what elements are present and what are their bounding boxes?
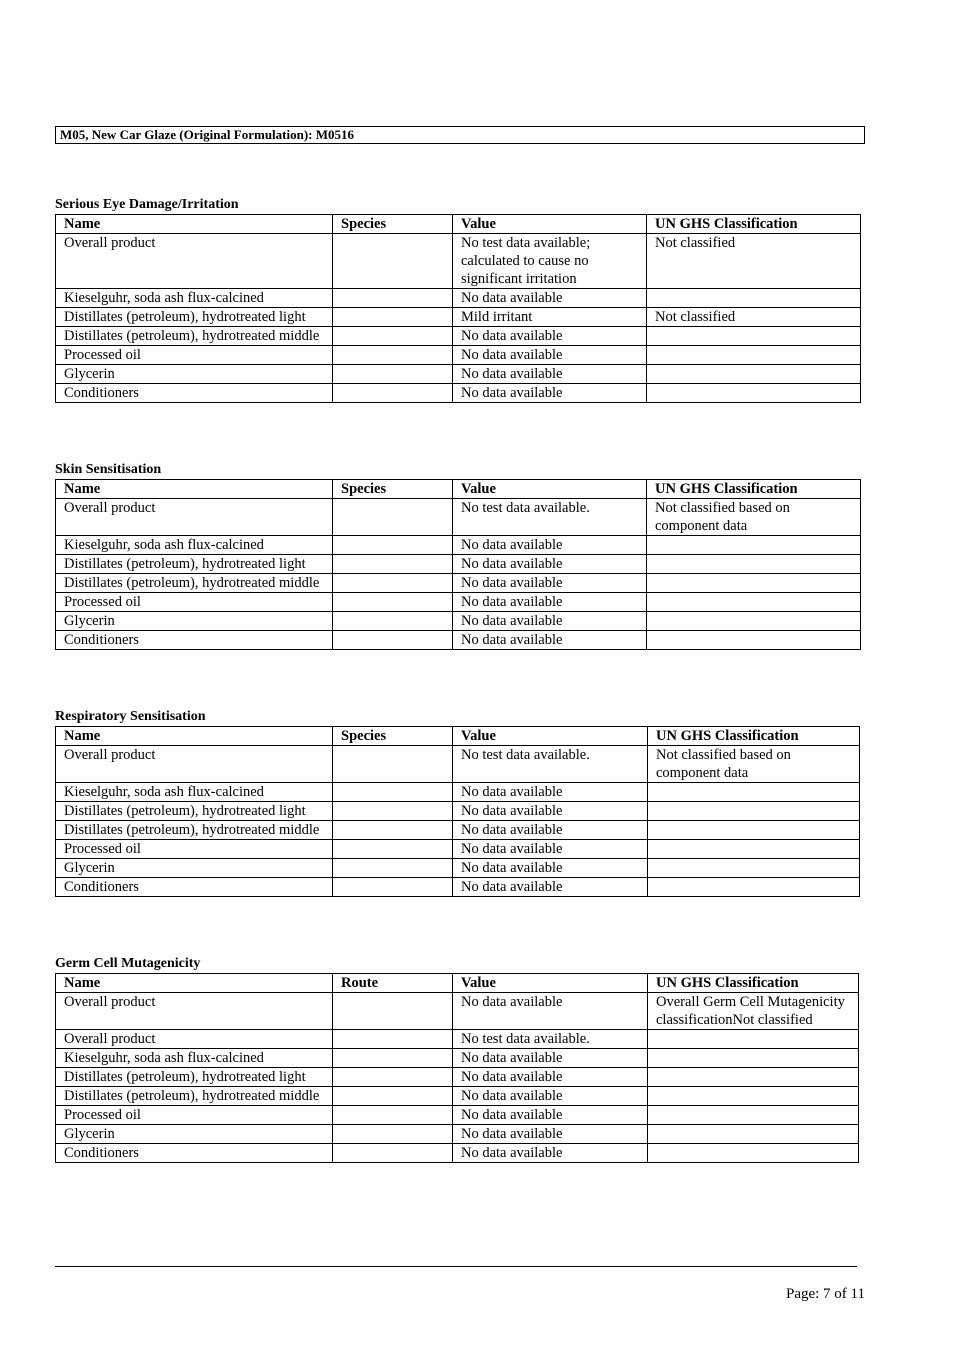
- table-cell: No data available: [453, 878, 648, 897]
- table-cell: [647, 289, 861, 308]
- table-cell: Kieselguhr, soda ash flux-calcined: [56, 1049, 333, 1068]
- table-cell: No data available: [453, 1125, 648, 1144]
- table-cell: Not classified: [647, 308, 861, 327]
- table-row: [56, 840, 860, 859]
- column-header: Value: [453, 215, 647, 234]
- table-cell: Distillates (petroleum), hydrotreated light: [56, 555, 333, 574]
- table-row: [56, 878, 860, 897]
- table-cell: No data available: [453, 574, 647, 593]
- table-cell: Processed oil: [56, 1106, 333, 1125]
- table-cell: [333, 536, 453, 555]
- table-cell: Overall product: [56, 746, 333, 783]
- table-cell: [648, 1049, 859, 1068]
- table-cell: [647, 327, 861, 346]
- table-cell: No data available: [453, 840, 648, 859]
- table-row: [56, 1068, 859, 1087]
- footer-divider: [55, 1266, 857, 1267]
- table-cell: [648, 859, 860, 878]
- column-header: Value: [453, 974, 648, 993]
- table-cell: Kieselguhr, soda ash flux-calcined: [56, 289, 333, 308]
- table-row: [56, 327, 861, 346]
- table-cell: [333, 574, 453, 593]
- table-cell: [333, 631, 453, 650]
- table-cell: Overall product: [56, 499, 333, 536]
- table-cell: Processed oil: [56, 346, 333, 365]
- column-header: Name: [56, 480, 333, 499]
- table-cell: [333, 346, 453, 365]
- table-cell: No data available: [453, 289, 647, 308]
- document-header: M05, New Car Glaze (Original Formulation): M0516: [55, 126, 865, 144]
- table-row: [56, 1106, 859, 1125]
- table-row: [56, 821, 860, 840]
- table-cell: [333, 1106, 453, 1125]
- table-row: [56, 593, 861, 612]
- table-cell: Glycerin: [56, 1125, 333, 1144]
- table-cell: [648, 1068, 859, 1087]
- table-row: [56, 384, 861, 403]
- table-row: [56, 499, 861, 536]
- table-cell: Conditioners: [56, 878, 333, 897]
- table-row: [56, 234, 861, 289]
- column-header: Name: [56, 215, 333, 234]
- table-cell: [648, 878, 860, 897]
- table-cell: No data available: [453, 802, 648, 821]
- table-row: [56, 1144, 859, 1163]
- table-cell: [333, 612, 453, 631]
- table-cell: [333, 993, 453, 1030]
- section-skin-sensitisation: [55, 461, 861, 650]
- table-cell: [647, 555, 861, 574]
- table-cell: [333, 593, 453, 612]
- table-cell: Conditioners: [56, 1144, 333, 1163]
- table-cell: [648, 1030, 859, 1049]
- column-header: Species: [333, 215, 453, 234]
- table-row: [56, 859, 860, 878]
- table-row: [56, 802, 860, 821]
- column-header: Species: [333, 727, 453, 746]
- table-cell: [648, 1087, 859, 1106]
- table-cell: Distillates (petroleum), hydrotreated middle: [56, 327, 333, 346]
- table-cell: Distillates (petroleum), hydrotreated light: [56, 308, 333, 327]
- table-cell: Distillates (petroleum), hydrotreated middle: [56, 1087, 333, 1106]
- table-cell: No data available: [453, 327, 647, 346]
- table-cell: No data available: [453, 536, 647, 555]
- table-cell: Processed oil: [56, 593, 333, 612]
- table-cell: No data available: [453, 612, 647, 631]
- table-cell: Not classified: [647, 234, 861, 289]
- table-cell: Kieselguhr, soda ash flux-calcined: [56, 536, 333, 555]
- column-header: UN GHS Classification: [647, 480, 861, 499]
- table-cell: Kieselguhr, soda ash flux-calcined: [56, 783, 333, 802]
- table-cell: No data available: [453, 1106, 648, 1125]
- column-header: UN GHS Classification: [647, 215, 861, 234]
- table-cell: [647, 365, 861, 384]
- table-cell: [647, 612, 861, 631]
- table-cell: [333, 308, 453, 327]
- table-cell: No data available: [453, 1068, 648, 1087]
- table-cell: [333, 1049, 453, 1068]
- table-cell: No test data available.: [453, 499, 647, 536]
- table-row: [56, 783, 860, 802]
- table-cell: No test data available.: [453, 1030, 648, 1049]
- table-cell: [333, 499, 453, 536]
- table-row: [56, 289, 861, 308]
- table-cell: [333, 878, 453, 897]
- table-cell: [647, 384, 861, 403]
- column-header: Name: [56, 727, 333, 746]
- table-cell: [648, 802, 860, 821]
- table-cell: Overall product: [56, 234, 333, 289]
- table-row: [56, 346, 861, 365]
- table-cell: Not classified based on component data: [648, 746, 860, 783]
- table-row: [56, 308, 861, 327]
- column-header: Value: [453, 480, 647, 499]
- table-header-row: [56, 727, 860, 746]
- table-cell: [648, 840, 860, 859]
- table-cell: [648, 821, 860, 840]
- table-header-row: [56, 480, 861, 499]
- table-header-row: [56, 215, 861, 234]
- table-cell: Distillates (petroleum), hydrotreated light: [56, 802, 333, 821]
- table-row: [56, 993, 859, 1030]
- table-cell: [333, 234, 453, 289]
- table-row: [56, 574, 861, 593]
- table-cell: No data available: [453, 821, 648, 840]
- column-header: Name: [56, 974, 333, 993]
- data-table: [55, 973, 859, 1163]
- table-cell: [647, 346, 861, 365]
- table-cell: Mild irritant: [453, 308, 647, 327]
- table-cell: No data available: [453, 631, 647, 650]
- table-cell: [333, 289, 453, 308]
- table-cell: No data available: [453, 783, 648, 802]
- table-cell: No data available: [453, 993, 648, 1030]
- data-table: [55, 726, 860, 897]
- table-row: [56, 1030, 859, 1049]
- table-cell: [333, 746, 453, 783]
- table-cell: Glycerin: [56, 365, 333, 384]
- table-cell: [647, 536, 861, 555]
- table-row: [56, 746, 860, 783]
- table-cell: [647, 593, 861, 612]
- table-cell: No data available: [453, 365, 647, 384]
- page-number: Page: 7 of 11: [785, 1286, 865, 1302]
- table-cell: [333, 859, 453, 878]
- table-cell: Conditioners: [56, 384, 333, 403]
- section-title: Germ Cell Mutagenicity: [55, 956, 201, 971]
- table-cell: No test data available.: [453, 746, 648, 783]
- table-cell: No data available: [453, 1144, 648, 1163]
- table-cell: [333, 1144, 453, 1163]
- data-table: [55, 479, 861, 650]
- table-cell: [333, 1087, 453, 1106]
- table-row: [56, 1049, 859, 1068]
- table-cell: Distillates (petroleum), hydrotreated middle: [56, 574, 333, 593]
- column-header: Route: [333, 974, 453, 993]
- table-cell: [648, 1144, 859, 1163]
- table-cell: No data available: [453, 346, 647, 365]
- table-cell: [648, 783, 860, 802]
- table-cell: [333, 783, 453, 802]
- table-cell: [648, 1106, 859, 1125]
- table-cell: Overall product: [56, 993, 333, 1030]
- table-cell: [333, 327, 453, 346]
- section-respiratory-sensitisation: [55, 708, 860, 897]
- section-title: Serious Eye Damage/Irritation: [55, 197, 239, 212]
- table-cell: No data available: [453, 1087, 648, 1106]
- table-cell: [333, 1125, 453, 1144]
- table-cell: [333, 1030, 453, 1049]
- table-cell: No data available: [453, 859, 648, 878]
- table-row: [56, 1087, 859, 1106]
- table-cell: No data available: [453, 1049, 648, 1068]
- column-header: UN GHS Classification: [648, 727, 860, 746]
- table-cell: [333, 365, 453, 384]
- table-cell: Overall product: [56, 1030, 333, 1049]
- table-row: [56, 555, 861, 574]
- table-cell: [333, 555, 453, 574]
- table-cell: Distillates (petroleum), hydrotreated light: [56, 1068, 333, 1087]
- column-header: UN GHS Classification: [648, 974, 859, 993]
- table-cell: [647, 631, 861, 650]
- column-header: Value: [453, 727, 648, 746]
- section-germ-cell-mutagenicity: [55, 955, 859, 1163]
- table-row: [56, 612, 861, 631]
- table-row: [56, 365, 861, 384]
- table-cell: [333, 384, 453, 403]
- table-cell: No data available: [453, 384, 647, 403]
- table-row: [56, 536, 861, 555]
- table-cell: [648, 1125, 859, 1144]
- table-cell: No test data available; calculated to cause no significant irritation: [453, 234, 647, 289]
- section-serious-eye-damage: [55, 196, 861, 403]
- table-cell: [333, 840, 453, 859]
- table-cell: [333, 1068, 453, 1087]
- table-cell: [647, 574, 861, 593]
- section-title: Respiratory Sensitisation: [55, 709, 206, 724]
- table-cell: [333, 802, 453, 821]
- table-cell: Distillates (petroleum), hydrotreated middle: [56, 821, 333, 840]
- table-cell: Glycerin: [56, 859, 333, 878]
- table-row: [56, 631, 861, 650]
- table-cell: [333, 821, 453, 840]
- table-cell: Processed oil: [56, 840, 333, 859]
- table-header-row: [56, 974, 859, 993]
- table-cell: No data available: [453, 555, 647, 574]
- data-table: [55, 214, 861, 403]
- table-cell: Conditioners: [56, 631, 333, 650]
- column-header: Species: [333, 480, 453, 499]
- table-cell: No data available: [453, 593, 647, 612]
- table-cell: Glycerin: [56, 612, 333, 631]
- table-cell: Not classified based on component data: [647, 499, 861, 536]
- table-row: [56, 1125, 859, 1144]
- table-cell: Overall Germ Cell Mutagenicity classificationNot classified: [648, 993, 859, 1030]
- section-title: Skin Sensitisation: [55, 462, 162, 477]
